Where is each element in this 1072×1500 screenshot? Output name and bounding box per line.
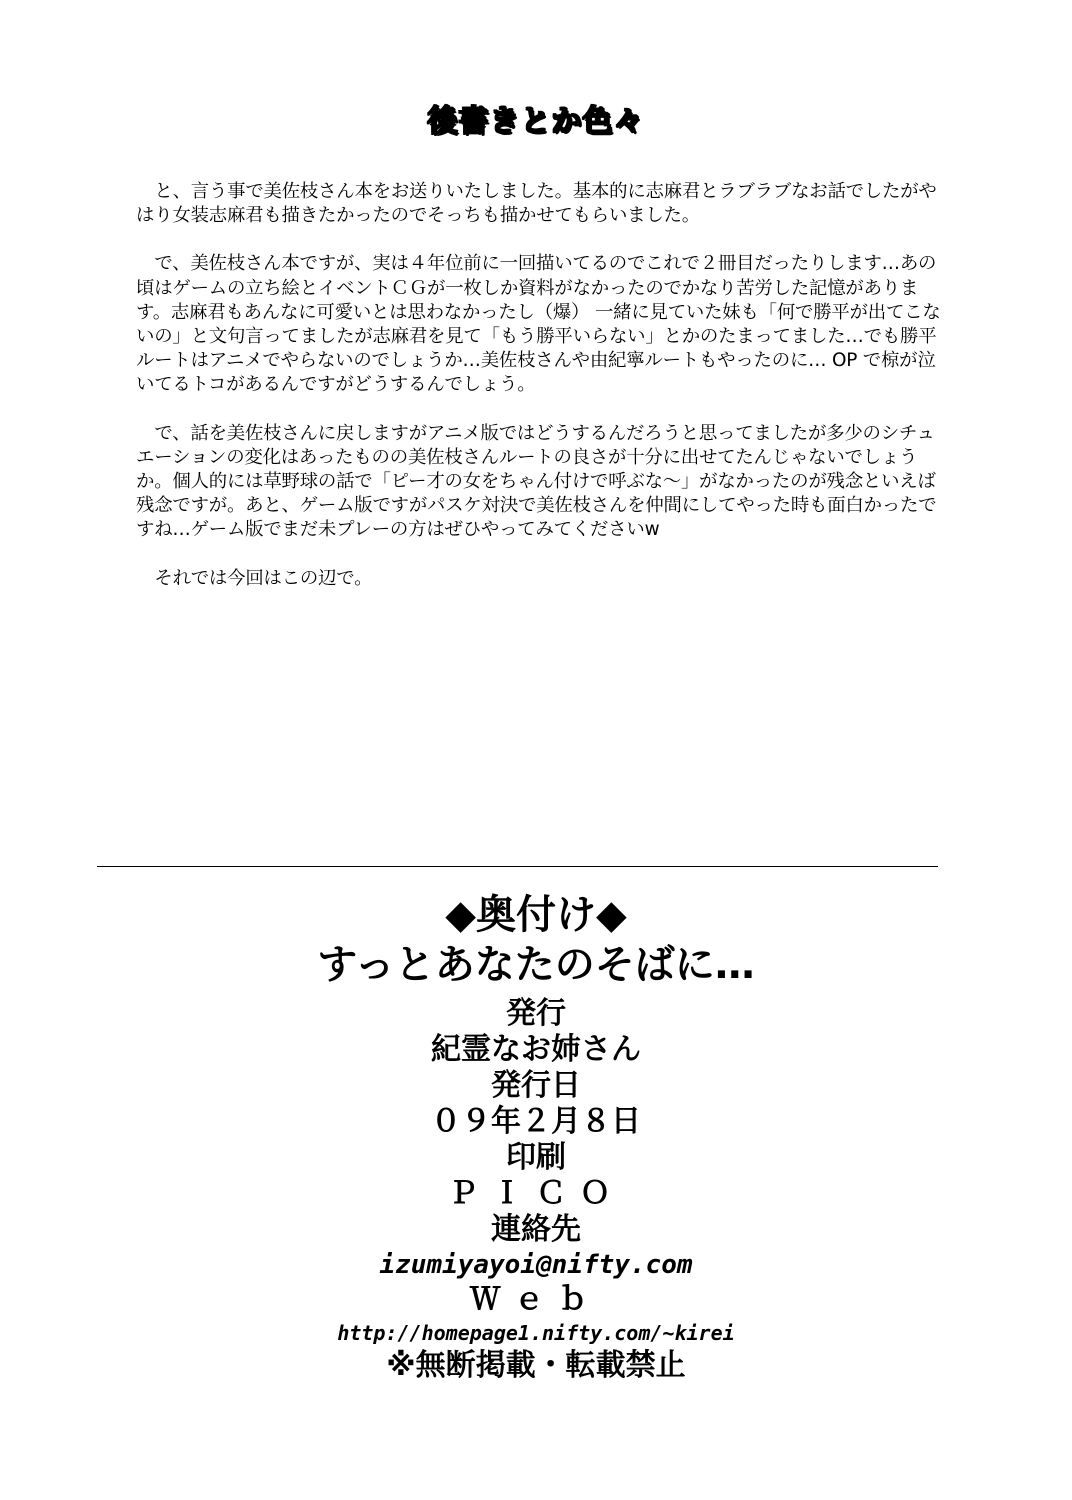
publisher-name: 紀霊なお姉さん: [431, 1032, 641, 1067]
publish-date: ０９年２月８日: [431, 1104, 641, 1139]
page-title: 後書きとか色々: [427, 104, 645, 139]
afterword-paragraph-4: それでは今回はこの辺で。: [154, 567, 373, 589]
date-label: 発行日: [491, 1068, 581, 1103]
afterword-paragraph-2: で、美佐枝さん本ですが、実は４年位前に一回描いてるのでこれで２冊目だったりします…あの頃はゲームの立ち絵とイベントＣＧが一枚しか資料がなかったのでかなり苦労した記憶があります。志麻君もあんなに可愛いとは思わなかったし（爆） 一緒に見ていた妹も「何で勝平が出てこないの」と文句言ってましたが志麻君を見て「もう勝平いらない」とかのたまってました…でも勝平ルートはアニメでやらないのでしょうか…美佐枝さんや由紀寧ルートもやったのに… OP で椋が泣いてるトコがあるんですがどうするんでしょう。: [136, 253, 941, 396]
book-title: すっとあなたのそばに…: [317, 942, 755, 988]
publisher-label: 発行: [506, 996, 566, 1031]
copyright-notice: ※無断掲載・転載禁止: [386, 1348, 686, 1383]
afterword-body: [136, 180, 946, 615]
section-divider: [97, 866, 938, 867]
colophon: [0, 890, 1072, 1384]
printer-label: 印刷: [506, 1140, 566, 1175]
contact-email: izumiyayoi@nifty.com: [379, 1250, 693, 1280]
colophon-heading: ◆奥付け◆: [445, 892, 627, 938]
printer-name: ＰＩＣＯ: [448, 1176, 624, 1211]
web-url: http://homepage1.nifty.com/~kirei: [337, 1321, 735, 1345]
afterword-paragraph-1: と、言う事で美佐枝さん本をお送りいたしました。基本的に志麻君とラブラブなお話でしたがやはり女装志麻君も描きたかったのでそっちも描かせてもらいました。: [136, 181, 937, 227]
web-label: Ｗｅｂ: [470, 1282, 602, 1317]
afterword-paragraph-3: で、話を美佐枝さんに戻しますがアニメ版ではどうするんだろうと思ってましたが多少のシチュエーションの変化はあったものの美佐枝さんルートの良さが十分に出せてたんじゃないでしょうか。個人的には草野球の話で「ピー才の女をちゃん付けで呼ぶな～」がなかったのが残念といえば残念ですが。あと、ゲーム版ですがパスケ対決で美佐枝さんを仲間にしてやった時も面白かったですね…ゲーム版でまだ未プレーの方はぜひやってみてくださいw: [136, 422, 937, 541]
contact-label: 連絡先: [491, 1212, 581, 1247]
